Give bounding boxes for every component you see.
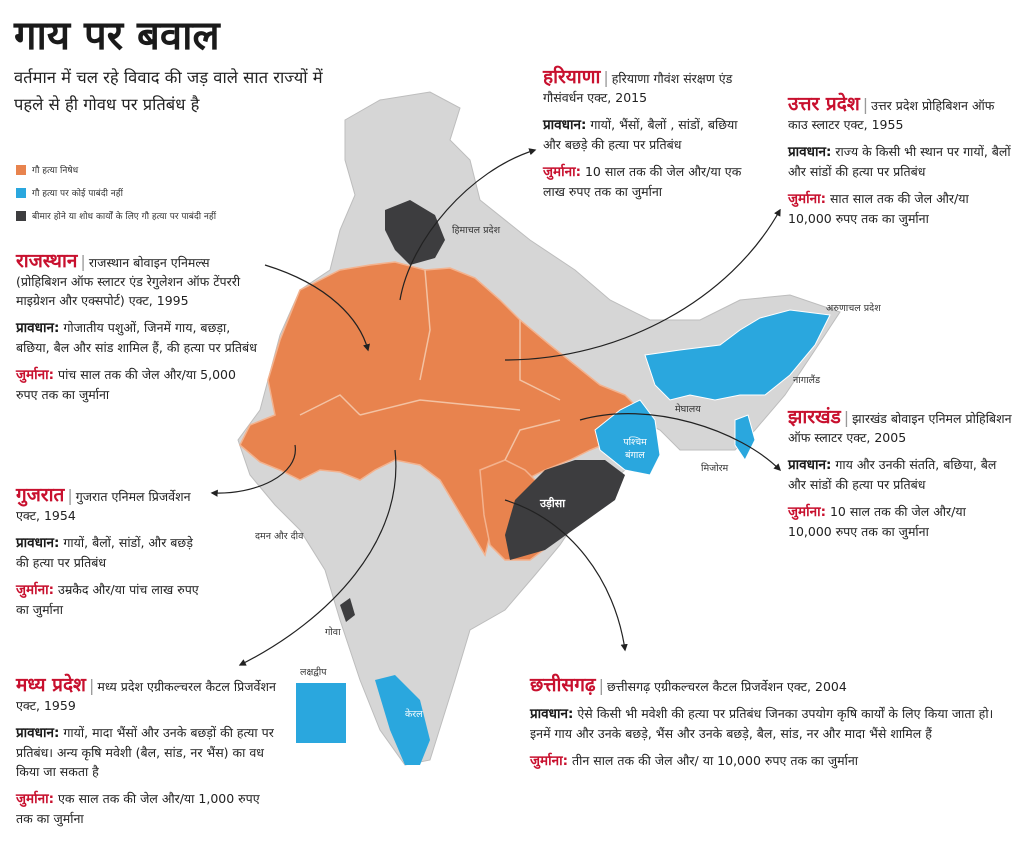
separator: | (603, 68, 609, 87)
callout-rajasthan (16, 252, 261, 412)
separator: | (88, 676, 95, 695)
provision-jharkhand: गाय और उनकी संतति, बछिया, बैल और सांडों की हत्या पर प्रतिबंध (788, 457, 997, 492)
callout-jharkhand (788, 408, 1013, 549)
map-label-himachal: हिमाचल प्रदेश (452, 225, 501, 236)
act-mp: मध्य प्रदेश एग्रीकल्चरल कैटल प्रिजर्वेशन एक्ट, 1959 (16, 679, 276, 713)
state-name-rajasthan: राजस्थान (16, 250, 78, 272)
penalty-label-chhattisgarh: जुर्माना: (530, 753, 568, 769)
penalty-chhattisgarh: तीन साल तक की जेल और/ या 10,000 रुपए तक का जुर्माना (571, 753, 859, 768)
separator: | (80, 252, 86, 271)
state-name-haryana: हरियाणा (543, 66, 601, 88)
legend-label-no-ban: गौ हत्या पर कोई पाबंदी नहीं (32, 189, 123, 199)
map-label-odisha: उड़ीसा (540, 497, 566, 510)
act-jharkhand: झारखंड बोवाइन एनिमल प्रोहिबिशन ऑफ स्लाटर एक्ट, 2005 (788, 411, 1012, 445)
callout-madhya-pradesh (16, 676, 278, 836)
penalty-haryana: 10 साल तक की जेल और/या एक लाख रुपए तक का जुर्माना (543, 164, 742, 199)
callout-uttar-pradesh (788, 95, 1013, 236)
penalty-label-rajasthan: जुर्माना: (16, 367, 54, 383)
legend-swatch-no-ban (16, 188, 26, 198)
penalty-label-gujarat: जुर्माना: (16, 582, 54, 598)
provision-label-jharkhand: प्रावधान: (788, 457, 832, 473)
map-label-mizoram: मिजोरम (701, 463, 729, 474)
provision-chhattisgarh: ऐसे किसी भी मवेशी की हत्या पर प्रतिबंध जिनका उपयोग कृषि कार्यों के लिए किया जाता हो। इनमें गाय और उनके बछड़े, भैंस और उनके बछड़े, बैल, सांड, नर और मादा भैंसे शामिल हैं (530, 706, 994, 741)
penalty-label-jharkhand: जुर्माना: (788, 504, 826, 520)
act-chhattisgarh: छत्तीसगढ़ एग्रीकल्चरल कैटल प्रिजर्वेशन एक्ट, 2004 (607, 679, 847, 694)
penalty-mp: एक साल तक की जेल और/या 1,000 रुपए तक का जुर्माना (16, 791, 260, 826)
state-name-gujarat: गुजरात (16, 484, 65, 506)
legend-swatch-ban (16, 165, 26, 175)
map-label-daman: दमन और दीव (255, 531, 304, 542)
act-rajasthan: राजस्थान बोवाइन एनिमल्स (प्रोहिबिशन ऑफ स्लाटर एंड रेगुलेशन ऑफ टेंपररी माइग्रेशन और एक्सपोर्ट) एक्ट, 1995 (16, 255, 241, 308)
map-label-west-bengal: पश्चिम बंगाल (623, 437, 647, 461)
state-name-up: उत्तर प्रदेश (788, 93, 860, 115)
map-label-arunachal: अरुणाचल प्रदेश (826, 303, 881, 314)
provision-mp: गायों, मादा भैंसों और उनके बछड़ों की हत्या पर प्रतिबंध। अन्य कृषि मवेशी (बैल, सांड, नर भैंस) का वध किया जा सकता है (16, 725, 274, 779)
provision-haryana: गायों, भैंसों, बैलों , सांडों, बछिया और बछड़े की हत्या पर प्रतिबंध (543, 117, 738, 152)
callout-chhattisgarh (530, 676, 1005, 779)
act-up: उत्तर प्रदेश प्रोहिबिशन ऑफ काउ स्लाटर एक्ट, 1955 (788, 98, 995, 132)
no-ban-region-lakshadweep (296, 683, 346, 743)
legend-label-conditional: बीमार होने या शोध कार्यों के लिए गौ हत्या पर पाबंदी नहीं (32, 212, 217, 222)
map-label-nagaland: नागालैंड (793, 375, 821, 386)
separator: | (862, 95, 869, 114)
legend-swatch-conditional (16, 211, 26, 221)
callout-haryana (543, 68, 758, 209)
provision-label-up: प्रावधान: (788, 144, 832, 160)
legend-item-conditional (16, 204, 216, 227)
state-name-jharkhand: झारखंड (788, 406, 841, 428)
separator: | (67, 486, 73, 505)
provision-gujarat: गायों, बैलों, सांडों, और बछड़े की हत्या पर प्रतिबंध (16, 535, 193, 570)
provision-up: राज्य के किसी भी स्थान पर गायों, बैलों और सांडों की हत्या पर प्रतिबंध (788, 144, 1011, 179)
penalty-label-haryana: जुर्माना: (543, 164, 581, 180)
map-label-lakshadweep: लक्षद्वीप (300, 667, 327, 678)
penalty-gujarat: उम्रकैद और/या पांच लाख रुपए का जुर्माना (16, 582, 199, 617)
penalty-label-up: जुर्माना: (788, 191, 826, 207)
separator: | (843, 408, 850, 427)
penalty-label-mp: जुर्माना: (16, 791, 54, 807)
map-label-meghalaya: मेघालय (675, 404, 701, 415)
penalty-jharkhand: 10 साल तक की जेल और/या 10,000 रुपए तक का जुर्माना (788, 504, 966, 539)
state-name-chhattisgarh: छत्तीसगढ़ (530, 674, 596, 696)
subtitle: वर्तमान में चल रहे विवाद की जड़ वाले सात राज्यों में पहले से ही गोवध पर प्रतिबंध है (14, 68, 323, 114)
provision-label-mp: प्रावधान: (16, 725, 60, 741)
legend-label-ban: गौ हत्या निषेध (32, 166, 79, 176)
provision-rajasthan: गोजातीय पशुओं, जिनमें गाय, बछड़ा, बछिया, बैल और सांड शामिल हैं, की हत्या पर प्रतिबंध (16, 320, 257, 355)
provision-label-chhattisgarh: प्रावधान: (530, 706, 574, 722)
map-label-goa: गोवा (325, 627, 341, 638)
state-name-mp: मध्य प्रदेश (16, 674, 86, 696)
penalty-rajasthan: पांच साल तक की जेल और/या 5,000 रुपए तक का जुर्माना (16, 367, 236, 402)
act-haryana: हरियाणा गौवंश संरक्षण एंड गौसंवर्धन एक्ट, 2015 (543, 71, 733, 105)
legend (16, 158, 216, 227)
act-gujarat: गुजरात एनिमल प्रिजर्वेशन एक्ट, 1954 (16, 489, 191, 523)
legend-item-no-ban (16, 181, 216, 204)
page-title: गाय पर बवाल (14, 13, 220, 59)
penalty-up: सात साल तक की जेल और/या 10,000 रुपए तक का जुर्माना (788, 191, 969, 226)
map-label-kerala: केरल (405, 709, 423, 720)
callout-gujarat (16, 486, 206, 627)
provision-label-rajasthan: प्रावधान: (16, 320, 60, 336)
provision-label-haryana: प्रावधान: (543, 117, 587, 133)
separator: | (598, 676, 604, 695)
legend-item-ban (16, 158, 216, 181)
provision-label-gujarat: प्रावधान: (16, 535, 60, 551)
